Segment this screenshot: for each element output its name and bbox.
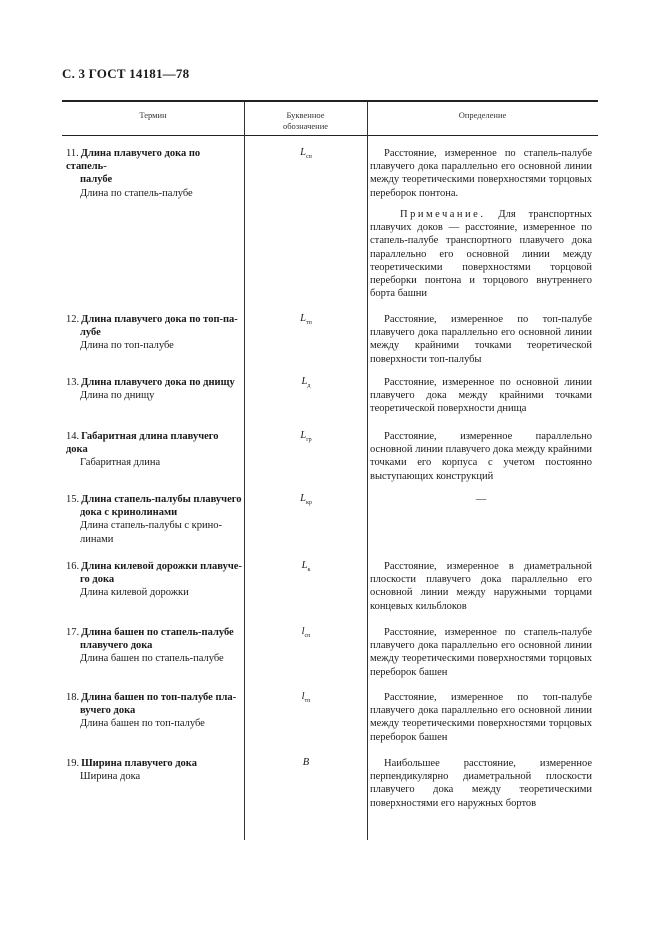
column-header-symbol-line2: обозначение xyxy=(282,121,329,131)
symbol-subscript: сп xyxy=(304,633,311,640)
column-divider-right xyxy=(367,102,368,840)
term-title: Длина башен по стапель-палубе xyxy=(81,627,234,638)
definition-12 xyxy=(370,313,592,366)
term-title: Ширина плавучего дока xyxy=(81,758,197,769)
symbol-letter: L xyxy=(301,376,308,387)
definition-text: Расстояние, измеренное по топ-палубе плавучего дока параллельно его основной линии между теоретическими поверхностями торцовых переборок башен xyxy=(370,692,592,743)
term-number: 12. xyxy=(66,314,80,325)
note-11 xyxy=(370,208,592,300)
term-title-cont: лубе xyxy=(80,327,101,339)
column-header-term: Термин xyxy=(139,110,167,120)
term-15 xyxy=(66,493,242,546)
symbol-letter: L xyxy=(300,430,307,441)
symbol-subscript: кр xyxy=(305,500,312,507)
column-divider-left xyxy=(244,102,245,840)
term-14 xyxy=(66,430,242,470)
term-17 xyxy=(66,626,242,666)
term-number: 15. xyxy=(66,494,80,505)
symbol-letter: B xyxy=(302,757,310,768)
definition-text: Расстояние, измеренное в диаметральной плоскости плавучего дока параллельно его основной линии между наружными торцами концевых кильблоков xyxy=(370,561,592,612)
term-number: 17. xyxy=(66,627,80,638)
symbol-letter: L xyxy=(300,313,306,324)
definition-13 xyxy=(370,376,592,416)
symbol-19 xyxy=(246,757,366,770)
term-short: Габаритная длина xyxy=(80,457,161,469)
symbol-13 xyxy=(246,376,366,389)
symbol-15 xyxy=(246,493,366,506)
term-title-cont: плавучего дока xyxy=(80,640,153,652)
symbol-subscript: тп xyxy=(306,320,312,327)
term-number: 13. xyxy=(66,377,80,388)
symbol-letter: L xyxy=(300,147,306,158)
symbol-11 xyxy=(246,147,366,160)
term-short: Ширина дока xyxy=(80,771,141,783)
definition-text: Расстояние, измеренное по стапель-палубе плавучего дока параллельно его основной линии между теоретическими поверхностями торцовых переборок башен xyxy=(370,627,592,678)
definition-11 xyxy=(370,147,592,200)
symbol-17 xyxy=(246,626,366,639)
page-title: С. 3 ГОСТ 14181—78 xyxy=(62,66,190,81)
term-18 xyxy=(66,691,242,731)
term-12 xyxy=(66,313,242,353)
definition-text: Расстояние, измеренное по стапель-палубе плавучего дока параллельно его основной линии между теоретическими поверхностями торцовых переборок понтона. xyxy=(370,148,592,199)
term-short: Длина башен по стапель-палубе xyxy=(80,653,224,665)
term-title: Габаритная длина плавучего дока xyxy=(66,431,219,456)
symbol-subscript: сп xyxy=(305,154,312,161)
term-title-cont: вучего дока xyxy=(80,705,136,717)
term-16 xyxy=(66,560,242,600)
symbol-14 xyxy=(246,430,366,443)
term-short: Длина по топ-палубе xyxy=(80,340,174,352)
definition-19 xyxy=(370,757,592,810)
term-title-cont: дока с кринолинами xyxy=(80,507,178,519)
term-number: 18. xyxy=(66,692,80,703)
term-title-cont: го дока xyxy=(80,574,115,586)
symbol-subscript: гр xyxy=(306,437,312,444)
symbol-16 xyxy=(246,560,366,573)
term-title: Длина стапель-палубы плавучего xyxy=(81,494,242,505)
term-number: 16. xyxy=(66,561,80,572)
symbol-subscript: д xyxy=(307,383,311,390)
term-short-cont: линами xyxy=(80,533,114,545)
definition-18 xyxy=(370,691,592,744)
term-short: Длина башен по топ-палубе xyxy=(80,718,205,730)
symbol-subscript: тп xyxy=(304,698,311,705)
note-text: Для транспортных плавучих доков — расстояние, измеренное по стапель-палубе транспортного плавучего дока параллельно его основной линии между теоретическими поверхностями торцовой переборки понтона и торцового внутреннего борта башни xyxy=(370,209,592,300)
definition-17 xyxy=(370,626,592,679)
symbol-subscript: к xyxy=(307,567,311,574)
column-header-definition: Определение xyxy=(458,110,507,120)
symbol-letter: L xyxy=(300,493,306,504)
symbol-letter: L xyxy=(301,560,308,571)
term-number: 19. xyxy=(66,758,80,769)
term-11 xyxy=(66,147,242,200)
term-number: 14. xyxy=(66,431,80,442)
definition-text: Наибольшее расстояние, измеренное перпендикулярно диаметральной плоскости плавучего дока между теоретическими поверхностями его наружных бортов xyxy=(370,758,592,809)
term-13 xyxy=(66,376,242,402)
definition-text: Расстояние, измеренное по основной линии плавучего дока между крайними точками теоретической поверхности днища xyxy=(370,377,592,415)
symbol-letter: l xyxy=(301,691,305,702)
symbol-letter: l xyxy=(301,626,305,637)
definition-16 xyxy=(370,560,592,613)
term-19 xyxy=(66,757,242,783)
term-title: Длина килевой дорожки плавуче- xyxy=(81,561,242,572)
term-title: Длина плавучего дока по топ-па- xyxy=(81,314,238,325)
symbol-18 xyxy=(246,691,366,704)
term-title: Длина башен по топ-палубе пла- xyxy=(81,692,237,703)
table-top-rule xyxy=(62,100,598,102)
definition-text: Расстояние, измеренное по топ-палубе плавучего дока параллельно его основной линии между крайними точками теоретической поверхности топ-палубы xyxy=(370,314,592,365)
definition-15: — xyxy=(475,494,487,505)
symbol-12 xyxy=(246,313,366,326)
term-title: Длина плавучего дока по днищу xyxy=(81,377,235,388)
term-title-cont: палубе xyxy=(80,174,113,186)
table-header-rule xyxy=(62,135,598,136)
term-short: Длина по днищу xyxy=(80,390,155,402)
term-number: 11. xyxy=(66,148,79,159)
definition-14 xyxy=(370,430,592,483)
note-label: Примечание. xyxy=(400,209,486,220)
term-short: Длина стапель-палубы с крино- xyxy=(80,520,222,532)
term-title: Длина плавучего дока по стапель- xyxy=(66,148,201,173)
column-header-symbol-line1: Буквенное xyxy=(286,110,325,120)
term-short: Длина килевой дорожки xyxy=(80,587,189,599)
term-short: Длина по стапель-палубе xyxy=(80,187,193,199)
column-header-symbol xyxy=(244,110,367,132)
definition-text: Расстояние, измеренное параллельно основной линии плавучего дока между крайними точками его корпуса с учетом постоянно выступающих конструкций xyxy=(370,431,592,482)
